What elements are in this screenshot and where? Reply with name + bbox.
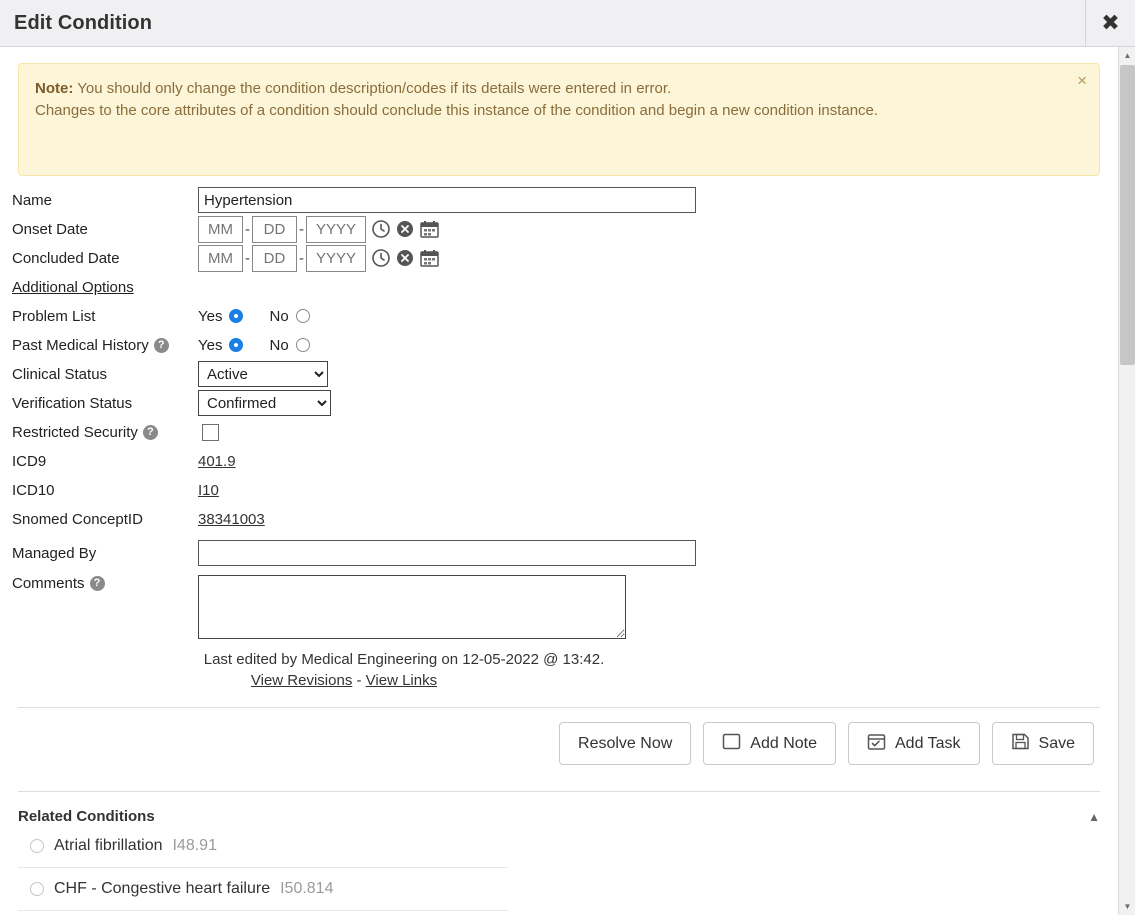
- past-medical-history-label: Past Medical History ?: [0, 337, 198, 354]
- help-icon[interactable]: ?: [154, 338, 169, 353]
- verification-status-select[interactable]: [198, 390, 331, 416]
- row-comments: [0, 575, 1118, 639]
- scroll-down-icon[interactable]: ▼: [1119, 898, 1135, 915]
- dialog-titlebar: [0, 0, 1135, 47]
- past-medical-history-radios: [198, 337, 310, 354]
- snomed-value-link[interactable]: 38341003: [198, 510, 265, 528]
- row-icd10: [0, 476, 1118, 504]
- concluded-month-input[interactable]: [198, 245, 243, 272]
- related-condition-name: Atrial fibrillation: [54, 837, 163, 854]
- verification-status-label: Verification Status: [12, 394, 133, 412]
- snomed-field: [198, 511, 265, 528]
- row-additional-options: [0, 273, 1118, 301]
- additional-options-link[interactable]: Additional Options: [12, 278, 134, 296]
- concluded-date-field: [198, 245, 439, 272]
- comments-field: [198, 575, 626, 639]
- note-line1: You should only change the condition description/codes if its details were entered in error.: [73, 80, 672, 97]
- dialog-content: [0, 47, 1118, 915]
- add-task-label: Add Task: [895, 734, 961, 752]
- verification-status-field: [198, 390, 331, 416]
- row-name: [0, 186, 1118, 214]
- page-title: Edit Condition: [14, 11, 153, 34]
- dialog-body: [0, 47, 1135, 915]
- dismiss-note-icon[interactable]: ×: [1077, 71, 1087, 90]
- clinical-status-field: [198, 361, 328, 387]
- condition-form: [0, 176, 1118, 689]
- row-past-medical-history: [0, 331, 1118, 359]
- note-label: Note:: [35, 80, 74, 97]
- onset-year-input[interactable]: [306, 216, 366, 243]
- icd9-field: [198, 453, 236, 470]
- onset-date-field: [198, 216, 439, 243]
- row-clinical-status: [0, 360, 1118, 388]
- clear-date-icon[interactable]: [396, 220, 414, 238]
- help-icon[interactable]: ?: [143, 425, 158, 440]
- row-problem-list: [0, 302, 1118, 330]
- pmh-no-label: No: [269, 336, 289, 354]
- row-icd9: [0, 447, 1118, 475]
- concluded-date-label: Concluded Date: [12, 249, 120, 267]
- onset-date-label: Onset Date: [12, 220, 88, 238]
- managed-by-input[interactable]: [198, 540, 696, 566]
- view-links-link[interactable]: View Links: [365, 672, 438, 689]
- pmh-yes-label: Yes: [198, 336, 223, 354]
- revision-links: [0, 672, 1118, 689]
- add-note-button[interactable]: [703, 722, 836, 765]
- name-field-wrap: [198, 187, 696, 213]
- onset-month-input[interactable]: [198, 216, 243, 243]
- concluded-year-input[interactable]: [306, 245, 366, 272]
- resolve-now-label: Resolve Now: [578, 734, 673, 752]
- problem-list-yes-label: Yes: [198, 307, 223, 325]
- clock-icon[interactable]: [372, 220, 390, 238]
- managed-by-label: Managed By: [12, 544, 97, 562]
- help-icon[interactable]: ?: [90, 576, 105, 591]
- last-edited-text: Last edited by Medical Engineering on 12-05-2022 @ 13:42.: [203, 651, 605, 668]
- icd10-value-link[interactable]: I10: [198, 481, 219, 499]
- save-label: Save: [1038, 734, 1075, 752]
- save-disk-icon: [1011, 732, 1030, 756]
- calendar-icon[interactable]: [420, 220, 439, 238]
- note-banner: [18, 63, 1100, 176]
- pmh-yes-radio[interactable]: [229, 338, 243, 352]
- icd9-label: ICD9: [12, 452, 47, 470]
- related-condition-name: CHF - Congestive heart failure: [54, 880, 271, 897]
- vertical-scrollbar[interactable]: [1118, 47, 1135, 915]
- clinical-status-select[interactable]: [198, 361, 328, 387]
- problem-list-yes-radio[interactable]: [229, 309, 243, 323]
- onset-dash-1: -: [245, 220, 250, 238]
- concluded-dash-2: -: [299, 249, 304, 267]
- pmh-no-radio[interactable]: [296, 338, 310, 352]
- links-separator: -: [356, 672, 362, 689]
- problem-list-no-radio[interactable]: [296, 309, 310, 323]
- scroll-up-icon[interactable]: ▲: [1119, 47, 1135, 64]
- add-note-label: Add Note: [750, 734, 817, 752]
- related-conditions-header: [18, 791, 1100, 825]
- problem-list-radios: [198, 308, 310, 325]
- restricted-security-checkbox[interactable]: [202, 424, 219, 441]
- problem-list-no-label: No: [269, 307, 289, 325]
- concluded-dash-1: -: [245, 249, 250, 267]
- restricted-security-label: Restricted Security ?: [0, 424, 198, 441]
- list-item[interactable]: [18, 825, 508, 868]
- restricted-security-field: [198, 424, 219, 441]
- save-button[interactable]: [992, 722, 1094, 765]
- comments-label: Comments ?: [0, 575, 198, 592]
- onset-day-input[interactable]: [252, 216, 297, 243]
- row-managed-by: [0, 539, 1118, 567]
- related-condition-code: I48.91: [172, 837, 217, 854]
- name-input[interactable]: [198, 187, 696, 213]
- clear-date-icon[interactable]: [396, 249, 414, 267]
- related-conditions-title: Related Conditions: [18, 808, 155, 825]
- resolve-now-button[interactable]: [559, 722, 691, 765]
- row-concluded-date: [0, 244, 1118, 272]
- icd9-value-link[interactable]: 401.9: [198, 452, 236, 470]
- icd10-label: ICD10: [12, 481, 55, 499]
- list-item[interactable]: [18, 868, 508, 911]
- view-revisions-link[interactable]: View Revisions: [250, 672, 353, 689]
- clinical-status-label: Clinical Status: [12, 365, 108, 383]
- icd10-field: [198, 482, 219, 499]
- concluded-day-input[interactable]: [252, 245, 297, 272]
- managed-by-field: [198, 540, 696, 566]
- note-icon: [722, 732, 741, 756]
- task-calendar-icon: [867, 732, 886, 756]
- name-label: Name: [12, 191, 53, 209]
- row-snomed: [0, 505, 1118, 533]
- onset-dash-2: -: [299, 220, 304, 238]
- row-verification-status: [0, 389, 1118, 417]
- chevron-up-icon[interactable]: ▲: [1088, 809, 1100, 824]
- note-line2: Changes to the core attributes of a condition should conclude this instance of the condition and begin a new condition instance.: [35, 101, 879, 119]
- scrollbar-thumb[interactable]: [1120, 65, 1135, 365]
- clock-icon[interactable]: [372, 249, 390, 267]
- row-restricted-security: [0, 418, 1118, 446]
- close-icon[interactable]: ✖: [1085, 0, 1135, 46]
- action-buttons: [0, 708, 1118, 765]
- row-onset-date: [0, 215, 1118, 243]
- comments-textarea[interactable]: [198, 575, 626, 639]
- snomed-label: Snomed ConceptID: [12, 510, 143, 528]
- calendar-icon[interactable]: [420, 249, 439, 267]
- related-condition-radio[interactable]: [30, 839, 44, 853]
- problem-list-label: Problem List: [12, 307, 96, 325]
- related-condition-code: I50.814: [280, 880, 334, 897]
- related-condition-radio[interactable]: [30, 882, 44, 896]
- add-task-button[interactable]: [848, 722, 980, 765]
